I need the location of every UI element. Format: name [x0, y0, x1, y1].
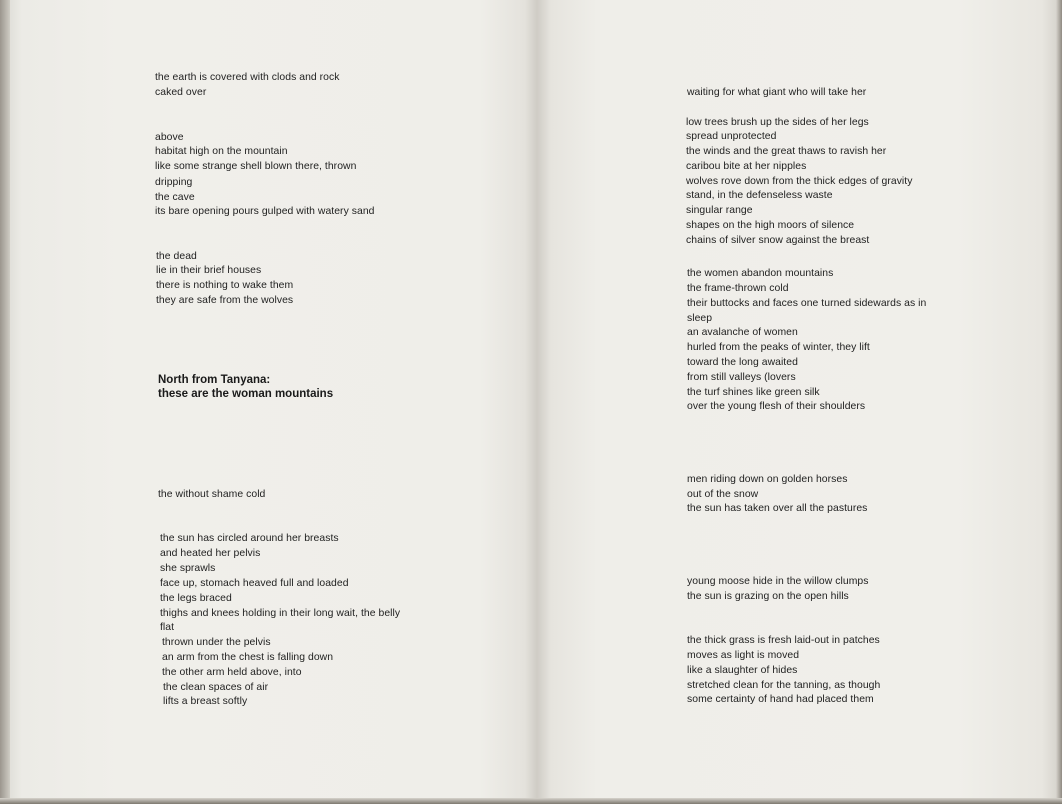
poem-line: toward the long awaited [687, 357, 798, 368]
poem-line: its bare opening pours gulped with watery sand [155, 206, 375, 217]
poem-line: caked over [155, 87, 207, 98]
poem-line: chains of silver snow against the breast [686, 235, 870, 246]
page-edge-right [1056, 0, 1062, 804]
poem-line: young moose hide in the willow clumps [687, 576, 869, 587]
page-edge-left [0, 0, 10, 804]
poem-line: men riding down on golden horses [687, 474, 848, 485]
poem-line: an arm from the chest is falling down [162, 652, 334, 663]
poem-line: dripping [155, 177, 193, 188]
poem-line: they are safe from the wolves [156, 295, 294, 306]
poem-line: the sun is grazing on the open hills [687, 591, 849, 602]
poem-line: from still valleys (lovers [687, 372, 796, 383]
poem-line: above [155, 132, 184, 143]
poem-line: lifts a breast softly [163, 696, 248, 707]
poem-line: some certainty of hand had placed them [687, 694, 874, 705]
poem-line: sleep [687, 313, 713, 324]
poem-line: wolves rove down from the thick edges of gravity [686, 176, 913, 187]
poem-line: thighs and knees holding in their long wait, the belly [160, 608, 401, 619]
poem-line: the dead [156, 251, 197, 262]
right-page [537, 0, 1062, 804]
poem-line: waiting for what giant who will take her [687, 87, 867, 98]
poem-line: face up, stomach heaved full and loaded [160, 578, 349, 589]
poem-line: like some strange shell blown there, thrown [155, 161, 357, 172]
poem-line: out of the snow [687, 489, 759, 500]
poem-line: shapes on the high moors of silence [686, 220, 855, 231]
poem-line: the women abandon mountains [687, 268, 834, 279]
section-heading: these are the woman mountains [158, 388, 334, 400]
poem-line: and heated her pelvis [160, 548, 261, 559]
poem-line: flat [160, 622, 175, 633]
poem-line: thrown under the pelvis [162, 637, 271, 648]
poem-line: the frame-thrown cold [687, 283, 789, 294]
poem-line: habitat high on the mountain [155, 146, 288, 157]
poem-line: low trees brush up the sides of her legs [686, 117, 869, 128]
poem-line: the winds and the great thaws to ravish her [686, 146, 887, 157]
poem-line: lie in their brief houses [156, 265, 262, 276]
poem-line: hurled from the peaks of winter, they lift [687, 342, 870, 353]
poem-line: caribou bite at her nipples [686, 161, 807, 172]
poem-line: the cave [155, 192, 195, 203]
poem-line: the thick grass is fresh laid-out in patches [687, 635, 880, 646]
poem-line: stretched clean for the tanning, as though [687, 680, 881, 691]
poem-line: the clean spaces of air [163, 682, 269, 693]
poem-line: an avalanche of women [687, 327, 798, 338]
poem-line: there is nothing to wake them [156, 280, 294, 291]
poem-line: their buttocks and faces one turned sidewards as in [687, 298, 927, 309]
poem-line: over the young flesh of their shoulders [687, 401, 866, 412]
page-edge-bottom [0, 798, 1062, 804]
poem-line: the without shame cold [158, 489, 266, 500]
poem-line: the sun has taken over all the pastures [687, 503, 868, 514]
poem-line: the turf shines like green silk [687, 387, 820, 398]
poem-line: stand, in the defenseless waste [686, 190, 833, 201]
poem-line: the other arm held above, into [162, 667, 302, 678]
poem-line: like a slaughter of hides [687, 665, 798, 676]
section-heading: North from Tanyana: [158, 374, 271, 386]
poem-line: the earth is covered with clods and rock [155, 72, 340, 83]
poem-line: the legs braced [160, 593, 232, 604]
poem-line: singular range [686, 205, 753, 216]
poem-line: moves as light is moved [687, 650, 800, 661]
poem-line: she sprawls [160, 563, 216, 574]
poem-line: spread unprotected [686, 131, 777, 142]
poem-line: the sun has circled around her breasts [160, 533, 339, 544]
